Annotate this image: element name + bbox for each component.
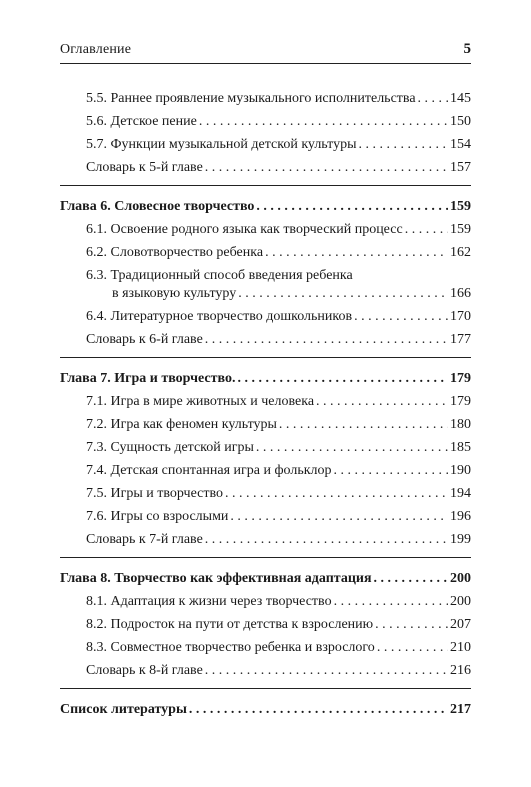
- leader-dots: [377, 639, 448, 657]
- running-header-title: Оглавление: [60, 42, 132, 57]
- toc-entry-title: Словарь к 6-й главе: [86, 332, 203, 347]
- leader-dots: [354, 308, 448, 326]
- leader-dots: [256, 198, 448, 216]
- leader-dots: [205, 531, 448, 549]
- toc-entry-page: 194: [450, 486, 471, 501]
- leader-dots: [189, 701, 448, 719]
- toc-entry[interactable]: [60, 331, 471, 349]
- divider: [60, 185, 471, 186]
- toc-entry-page: 185: [450, 440, 471, 455]
- leader-dots: [405, 221, 448, 239]
- leader-dots: [334, 593, 448, 611]
- toc-entry[interactable]: [60, 393, 471, 411]
- toc-entry-page: 200: [450, 594, 471, 609]
- toc-entry-page: 166: [450, 286, 471, 301]
- toc-entry-title: 7.6. Игры со взрослыми: [86, 509, 229, 524]
- toc-entry-title: 8.3. Совместное творчество ребенка и взрослого: [86, 640, 375, 655]
- leader-dots: [199, 113, 448, 131]
- leader-dots: [375, 616, 448, 634]
- toc-entry[interactable]: [60, 462, 471, 480]
- leader-dots: [205, 159, 448, 177]
- toc-entry-title: 7.5. Игры и творчество: [86, 486, 223, 501]
- toc-entry[interactable]: [60, 531, 471, 549]
- toc-entry[interactable]: [60, 136, 471, 154]
- toc-entry-page: 207: [450, 617, 471, 632]
- leader-dots: [256, 439, 448, 457]
- toc-chapter-8[interactable]: [60, 570, 471, 588]
- leader-dots: [418, 90, 448, 108]
- toc-entry-title-line2: в языковую культуру: [112, 286, 237, 301]
- leader-dots: [316, 393, 448, 411]
- toc-entry[interactable]: [60, 221, 471, 239]
- chapter-title: Глава 7. Игра и творчество.: [60, 371, 236, 386]
- leader-dots: [237, 370, 448, 388]
- toc-entry-page: 154: [450, 137, 471, 152]
- leader-dots: [230, 508, 448, 526]
- divider: [60, 688, 471, 689]
- toc-entry[interactable]: [60, 593, 471, 611]
- chapter-title: Глава 8. Творчество как эффективная адаптация: [60, 571, 372, 586]
- toc-entry-page: 196: [450, 509, 471, 524]
- toc-entry-page: 162: [450, 245, 471, 260]
- leader-dots: [205, 331, 448, 349]
- page-number: 5: [463, 41, 471, 57]
- running-header: [60, 38, 471, 64]
- leader-dots: [334, 462, 448, 480]
- leader-dots: [238, 285, 448, 303]
- toc-entry-page: 170: [450, 309, 471, 324]
- toc-chapter-6[interactable]: [60, 198, 471, 216]
- leader-dots: [225, 485, 448, 503]
- toc-entry-title: 8.2. Подросток на пути от детства к взрослению: [86, 617, 374, 632]
- toc-entry-page: 179: [450, 394, 471, 409]
- toc-entry[interactable]: [60, 416, 471, 434]
- toc-entry[interactable]: [60, 616, 471, 634]
- toc-entry-title: Словарь к 8-й главе: [86, 663, 203, 678]
- toc-bibliography[interactable]: [60, 701, 471, 719]
- leader-dots: [374, 570, 448, 588]
- toc-entry[interactable]: [60, 639, 471, 657]
- toc-entry-title: 6.2. Словотворчество ребенка: [86, 245, 264, 260]
- toc-entry[interactable]: [60, 485, 471, 503]
- toc-entry-page: 145: [450, 91, 471, 106]
- toc-entry-title: 6.4. Литературное творчество дошкольников: [86, 309, 353, 324]
- toc-entry-title: 7.2. Игра как феномен культуры: [86, 417, 277, 432]
- toc-entry-title: 8.1. Адаптация к жизни через творчество: [86, 594, 332, 609]
- toc-entry-page: 210: [450, 640, 471, 655]
- leader-dots: [279, 416, 448, 434]
- leader-dots: [205, 662, 448, 680]
- toc-entry-page: 180: [450, 417, 471, 432]
- chapter-title: Глава 6. Словесное творчество: [60, 199, 255, 214]
- toc-entry-page: 150: [450, 114, 471, 129]
- chapter-page: 200: [450, 571, 471, 586]
- table-of-contents: [60, 90, 471, 724]
- chapter-page: 179: [450, 371, 471, 386]
- toc-entry-page: 159: [450, 222, 471, 237]
- toc-entry-title: 5.5. Раннее проявление музыкального исполнительства: [86, 91, 416, 106]
- chapter-page: 159: [450, 199, 471, 214]
- toc-entry-title: 5.7. Функции музыкальной детской культуры: [86, 137, 357, 152]
- divider: [60, 357, 471, 358]
- toc-entry-title-line1: 6.3. Традиционный способ введения ребенка: [86, 268, 353, 283]
- toc-entry-title: 7.4. Детская спонтанная игра и фольклор: [86, 463, 332, 478]
- toc-entry[interactable]: [60, 508, 471, 526]
- toc-entry-page: 199: [450, 532, 471, 547]
- divider: [60, 557, 471, 558]
- toc-entry[interactable]: [60, 244, 471, 262]
- toc-entry[interactable]: [60, 90, 471, 108]
- toc-entry-continuation: [86, 285, 471, 303]
- toc-entry-page: 190: [450, 463, 471, 478]
- bibliography-page: 217: [450, 702, 471, 717]
- leader-dots: [265, 244, 448, 262]
- toc-entry-title: Словарь к 5-й главе: [86, 160, 203, 175]
- toc-entry-page: 177: [450, 332, 471, 347]
- toc-chapter-7[interactable]: [60, 370, 471, 388]
- bibliography-title: Список литературы: [60, 702, 187, 717]
- toc-entry[interactable]: [60, 159, 471, 177]
- toc-entry[interactable]: [60, 439, 471, 457]
- toc-entry-page: 216: [450, 663, 471, 678]
- toc-entry[interactable]: [60, 308, 471, 326]
- toc-entry-title: Словарь к 7-й главе: [86, 532, 203, 547]
- toc-entry-title: 7.1. Игра в мире животных и человека: [86, 394, 315, 409]
- toc-entry-multiline[interactable]: [60, 267, 471, 303]
- toc-entry-title: 7.3. Сущность детской игры: [86, 440, 254, 455]
- toc-entry[interactable]: [60, 662, 471, 680]
- toc-entry-page: 157: [450, 160, 471, 175]
- toc-entry-title: 5.6. Детское пение: [86, 114, 197, 129]
- toc-entry[interactable]: [60, 113, 471, 131]
- toc-entry-title: 6.1. Освоение родного языка как творческий процесс: [86, 222, 403, 237]
- leader-dots: [359, 136, 449, 154]
